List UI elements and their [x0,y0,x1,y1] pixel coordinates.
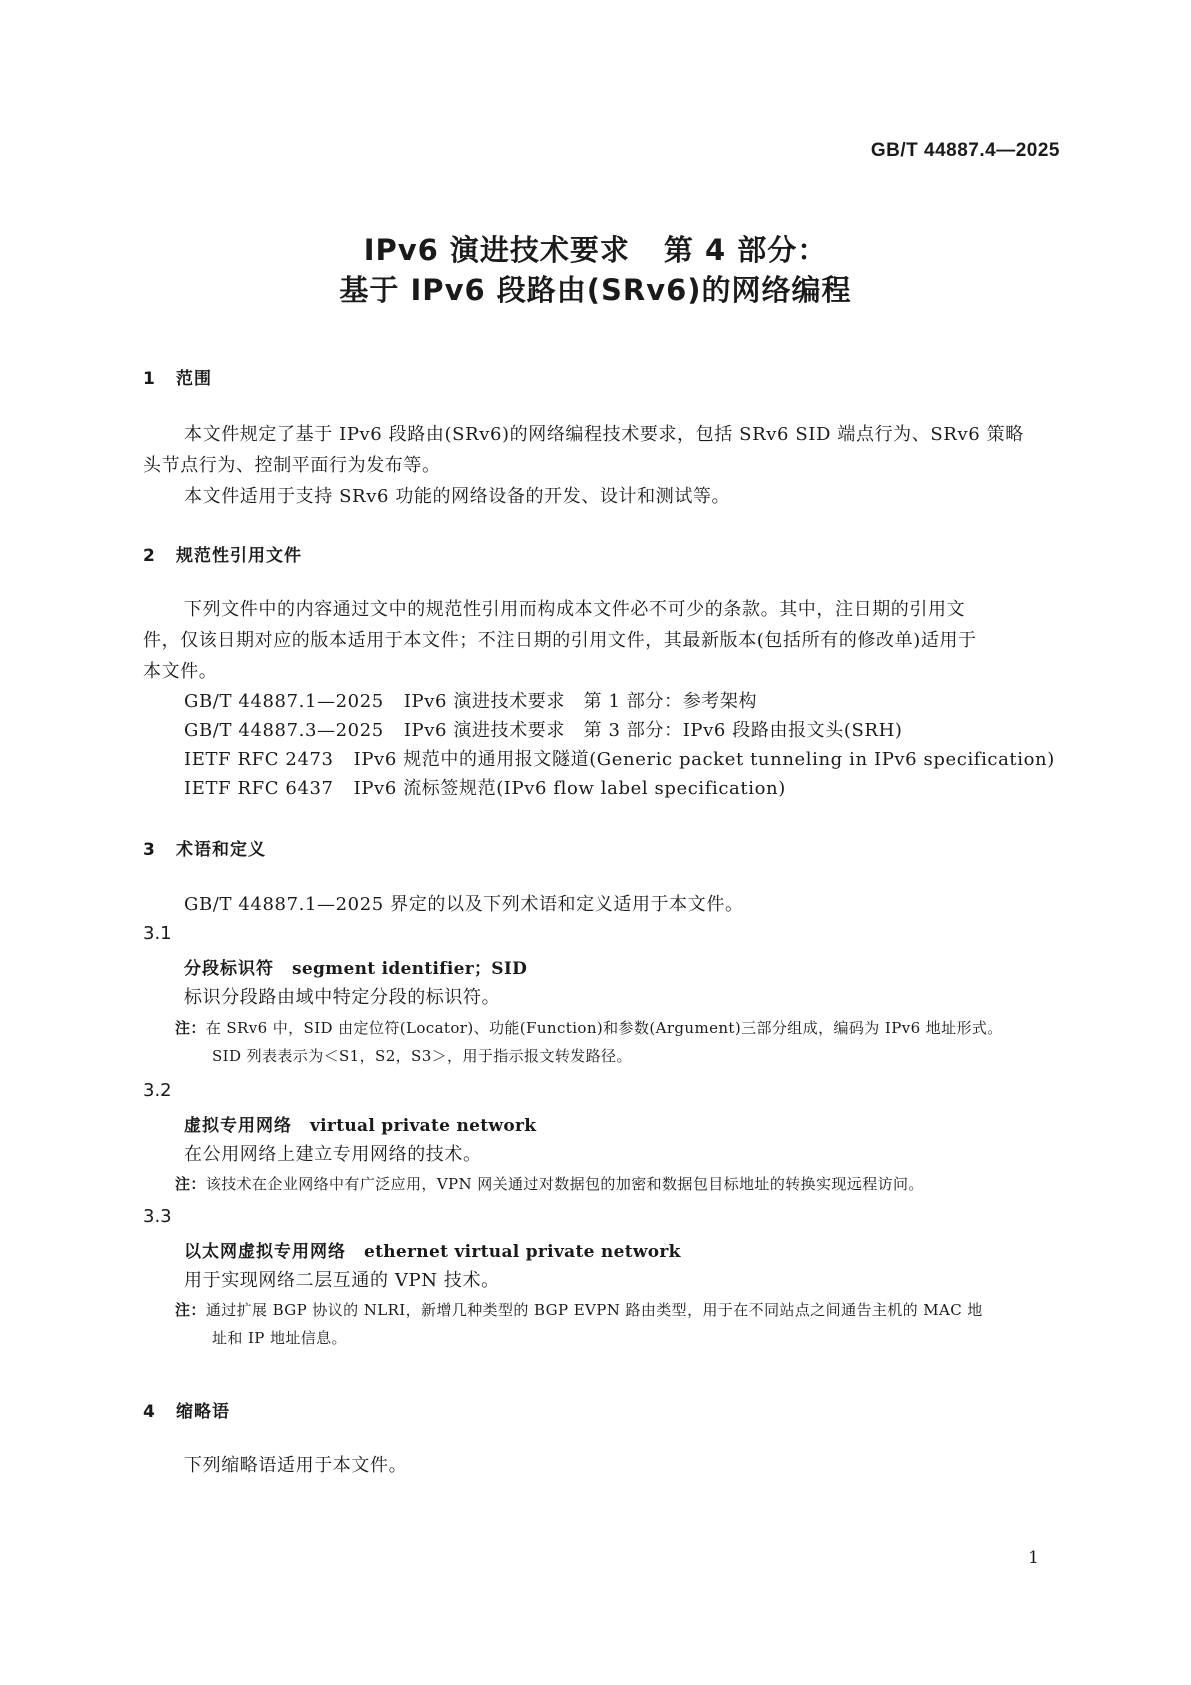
reference-item: IETF RFC 2473 IPv6 规范中的通用报文隧道(Generic packet tunneling in IPv6 specification) [184,749,1055,770]
section-3-intro: GB/T 44887.1—2025 界定的以及下列术语和定义适用于本文件。 [184,894,744,915]
term-number: 3.2 [143,1080,172,1101]
term-note: 注：该技术在企业网络中有广泛应用，VPN 网关通过对数据包的加密和数据包目标地址的转换实现远程访问。 [175,1175,924,1193]
section-1-heading: 1 范围 [143,369,212,389]
reference-item: GB/T 44887.1—2025 IPv6 演进技术要求 第 1 部分：参考架构 [184,691,758,712]
term-note: 注：在 SRv6 中，SID 由定位符(Locator)、功能(Function)和参数(Argument)三部分组成，编码为 IPv6 地址形式。 SID 列表表示为＜S1，S2，S3＞，用于指示报文转发路径。 [175,1019,1003,1065]
title-part-b: 第 4 部分： [663,233,828,267]
section-4-heading: 4 缩略语 [143,1402,230,1422]
term-note: 注：通过扩展 BGP 协议的 NLRI，新增几种类型的 BGP EVPN 路由类型，用于在不同站点之间通告主机的 MAC 地 址和 IP 地址信息。 [175,1301,983,1347]
document-code: GB/T 44887.4—2025 [870,140,1060,161]
term-definition: 在公用网络上建立专用网络的技术。 [184,1144,482,1165]
title-line-1 [0,228,1191,269]
section-2-para-line-2: 件，仅该日期对应的版本适用于本文件；不注日期的引用文件，其最新版本(包括所有的修改单)适用于 [143,630,977,651]
section-4-para: 下列缩略语适用于本文件。 [184,1455,408,1476]
reference-item: IETF RFC 6437 IPv6 流标签规范(IPv6 flow label specification) [184,778,786,799]
page-number: 1 [1028,1548,1039,1568]
term-definition: 标识分段路由域中特定分段的标识符。 [184,987,501,1008]
section-2-para-line-3: 本文件。 [143,661,218,682]
section-1-para-2: 本文件适用于支持 SRv6 功能的网络设备的开发、设计和测试等。 [184,486,731,507]
reference-item: GB/T 44887.3—2025 IPv6 演进技术要求 第 3 部分：IPv6 段路由报文头(SRH) [184,720,903,741]
term-number: 3.1 [143,923,172,944]
section-1-para-1-line-2: 头节点行为、控制平面行为发布等。 [143,455,441,476]
term-number: 3.3 [143,1206,172,1227]
section-2-para-line-1: 下列文件中的内容通过文中的规范性引用而构成本文件必不可少的条款。其中，注日期的引用文 [184,599,966,620]
section-2-heading: 2 规范性引用文件 [143,546,302,566]
term-definition: 用于实现网络二层互通的 VPN 技术。 [184,1270,500,1291]
title-line-2: 基于 IPv6 段路由(SRv6)的网络编程 [339,273,852,307]
term-name: 分段标识符 segment identifier；SID [184,959,528,979]
term-name: 虚拟专用网络 virtual private network [184,1116,537,1136]
term-name: 以太网虚拟专用网络 ethernet virtual private network [184,1242,681,1262]
title-part-a: IPv6 演进技术要求 [363,233,630,267]
section-3-heading: 3 术语和定义 [143,840,266,860]
section-1-para-1-line-1: 本文件规定了基于 IPv6 段路由(SRv6)的网络编程技术要求，包括 SRv6 SID 端点行为、SRv6 策略 [184,424,1024,445]
